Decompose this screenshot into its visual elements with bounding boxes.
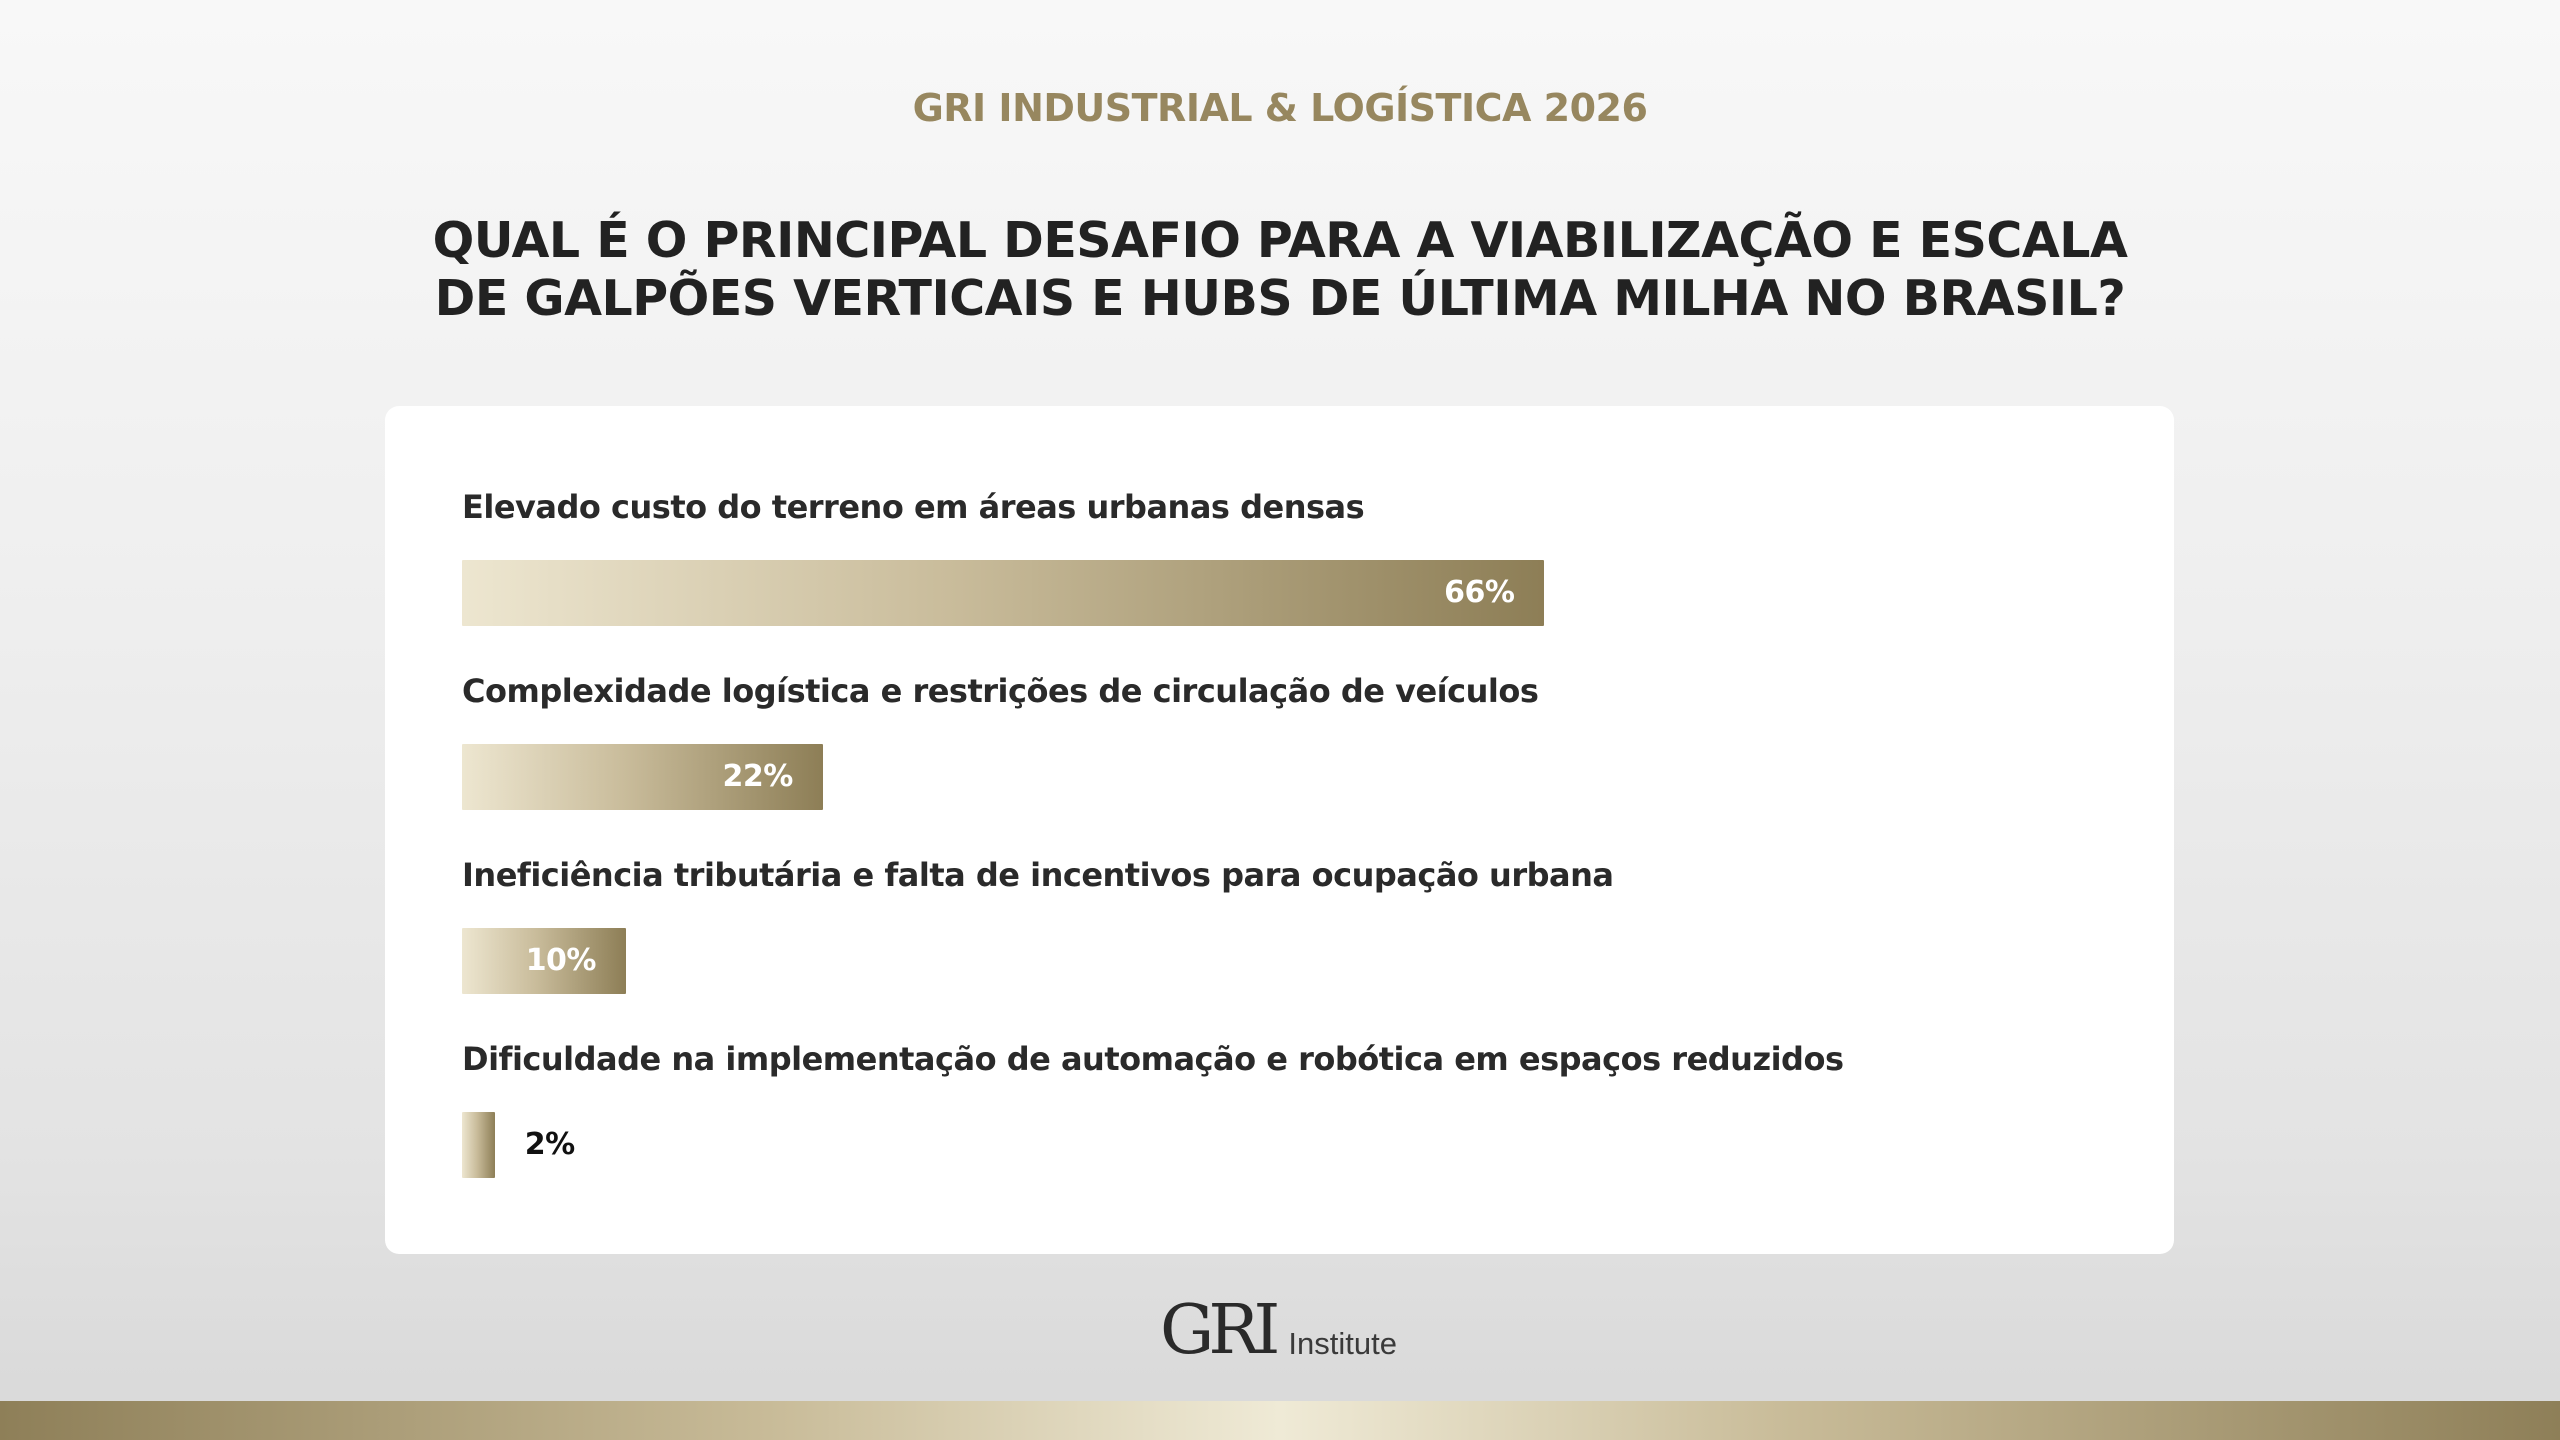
bar-category-label: Complexidade logística e restrições de circulação de veículos <box>462 672 1539 710</box>
question-line-2: DE GALPÕES VERTICAIS E HUBS DE ÚLTIMA MILHA NO BRASIL? <box>434 270 2126 327</box>
bar-item <box>462 486 2122 656</box>
chart-card <box>385 406 2174 1254</box>
question-title <box>380 212 2180 328</box>
gri-institute-logo <box>1160 1291 1397 1370</box>
bar-item <box>462 670 2122 840</box>
bar-value-label: 10% <box>525 943 596 978</box>
bar-value-label: 22% <box>722 759 793 794</box>
gri-logo-mark: GRI <box>1160 1291 1275 1370</box>
question-line-1: QUAL É O PRINCIPAL DESAFIO PARA A VIABILIZAÇÃO E ESCALA <box>432 212 2128 269</box>
bar <box>462 560 1544 626</box>
footer-gradient-band <box>0 1401 2560 1440</box>
bar-category-label: Dificuldade na implementação de automação e robótica em espaços reduzidos <box>462 1040 1844 1078</box>
bar-value-label: 66% <box>1444 575 1515 610</box>
logo-wordmark: Institute <box>1288 1326 1397 1361</box>
bar-item <box>462 1038 2122 1208</box>
event-title: GRI INDUSTRIAL & LOGÍSTICA 2026 <box>912 86 1648 130</box>
bar-category-label: Elevado custo do terreno em áreas urbanas densas <box>462 488 1365 526</box>
bar <box>462 1112 495 1178</box>
bar-category-label: Ineficiência tributária e falta de incentivos para ocupação urbana <box>462 856 1614 894</box>
bar-item <box>462 854 2122 1024</box>
bar-value-label: 2% <box>524 1127 575 1162</box>
